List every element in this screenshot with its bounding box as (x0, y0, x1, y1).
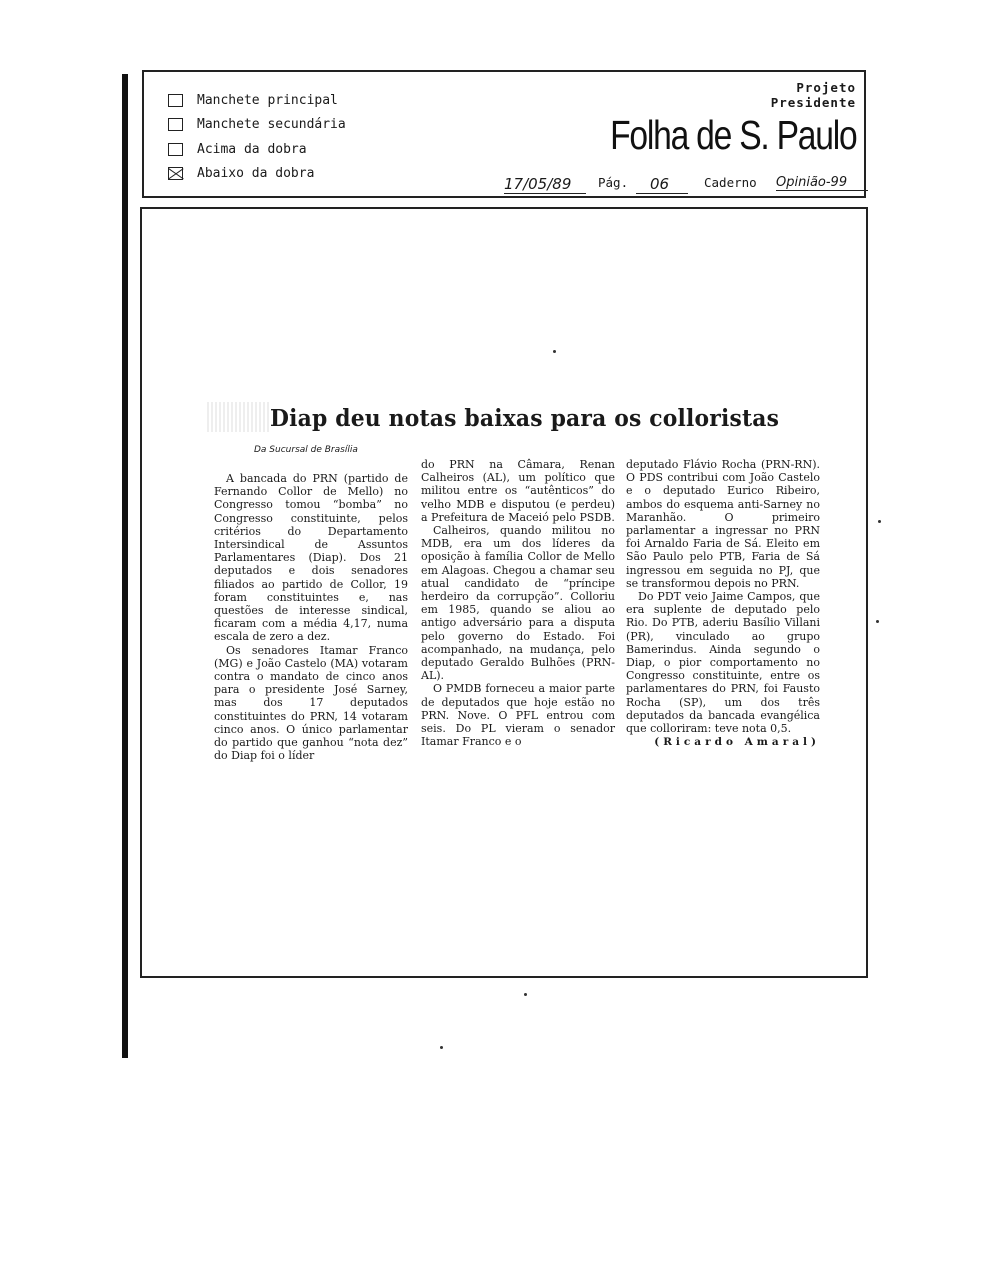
scan-speck (440, 1046, 443, 1049)
paragraph: A bancada do PRN (partido de Fernando Collor de Mello) no Congresso tomou “bomba” no Congresso constituinte, pelos critérios do Departamento Intersindical de Assuntos Parlamentares (Diap). Dos 21 deputados e dois senadores filiados ao partido de Collor, 19 foram constituintes e, nas questões de interesse sindical, ficaram com a média 4,17, numa escala de zero a dez. (214, 472, 408, 644)
page-label: Pág. (598, 175, 629, 190)
project-line-1: Projeto (796, 80, 856, 95)
placement-checklist (168, 88, 346, 186)
paragraph: O PMDB forneceu a maior parte de deputados que hoje estão no PRN. Nove. O PFL entrou com seis. Do PL vieram o senador Itamar Franco e o (421, 682, 615, 749)
section-value: Opinião-99 (776, 175, 868, 191)
clipping-meta (504, 175, 864, 193)
scan-speck (878, 520, 881, 523)
article-column-3 (626, 458, 820, 749)
newspaper-name: Folha de S. Paulo (609, 112, 856, 158)
checklist-item (168, 113, 346, 138)
article-signature: (Ricardo Amaral) (654, 736, 820, 749)
project-line-2: Presidente (770, 95, 856, 110)
paragraph: Os senadores Itamar Franco (MG) e João Castelo (MA) votaram contra o mandato de cinco anos para o presidente José Sarney, mas dos 17 deputados constituintes do PRN, 14 votaram cinco anos. O único parlamentar do partido que ganhou “nota dez” do Diap foi o líder (214, 643, 408, 763)
paragraph: do PRN na Câmara, Renan Calheiros (AL), um político que militou entre os “autênticos” do velho MDB e disputou (e perdeu) a Prefeitura de Maceió pelo PSDB. (421, 458, 615, 524)
checklist-item (168, 137, 346, 162)
clipping-header (142, 70, 866, 198)
section-label: Caderno (704, 175, 757, 190)
checkbox-icon[interactable] (168, 94, 183, 107)
checkbox-icon[interactable] (168, 118, 183, 131)
article-column-2 (421, 458, 615, 748)
checklist-label: Manchete secundária (197, 117, 346, 133)
article-column-1 (214, 472, 408, 762)
checklist-item (168, 162, 346, 187)
paragraph: Calheiros, quando militou no MDB, era um dos líderes da oposição à família Collor de Mello em Alagoas. Chegou a chamar seu atual candidato de “príncipe herdeiro da corrupção”. Colloriu em 1985, quando se aliou ao antigo adversário para a disputa pelo governo do Estado. Foi acompanhado, na mudança, pelo deputado Geraldo Bulhões (PRN-AL). (421, 524, 615, 683)
project-label (771, 80, 856, 110)
paragraph: Do PDT veio Jaime Campos, que era suplente de deputado pelo Rio. Do PTB, aderiu Basílio Villani (PR), vinculado ao grupo Bamerindus. Ainda segundo o Diap, o pior comportamento no Congresso constituinte, entre os parlamentares do PRN, foi Fausto Rocha (SP), um dos três deputados da bancada evangélica que colloriram: teve nota 0,5. (626, 590, 820, 736)
paragraph: deputado Flávio Rocha (PRN-RN). O PDS contribui com João Castelo e o deputado Eurico Ribeiro, ambos do esquema anti-Sarney no Maranhão. O primeiro parlamentar a ingressar no PRN foi Arnaldo Faria de Sá. Eleito em São Paulo pelo PTB, Faria de Sá ingressou em seguida no PJ, que se transformou depois no PRN. (626, 458, 820, 590)
checked-checkbox-icon[interactable] (168, 167, 183, 180)
article-byline: Da Sucursal de Brasília (254, 445, 358, 455)
scan-speck (553, 350, 556, 353)
scan-smudge (207, 402, 271, 432)
scan-edge-bar (122, 74, 128, 1058)
scan-speck (524, 993, 527, 996)
checklist-label: Abaixo da dobra (197, 166, 315, 182)
article-headline: Diap deu notas baixas para os colloristas (270, 404, 780, 432)
scan-speck (876, 620, 879, 623)
checklist-label: Acima da dobra (197, 141, 307, 157)
checkbox-icon[interactable] (168, 143, 183, 156)
page-value: 06 (636, 175, 688, 194)
date-value: 17/05/89 (504, 175, 586, 194)
checklist-item (168, 88, 346, 113)
checklist-label: Manchete principal (197, 92, 338, 108)
